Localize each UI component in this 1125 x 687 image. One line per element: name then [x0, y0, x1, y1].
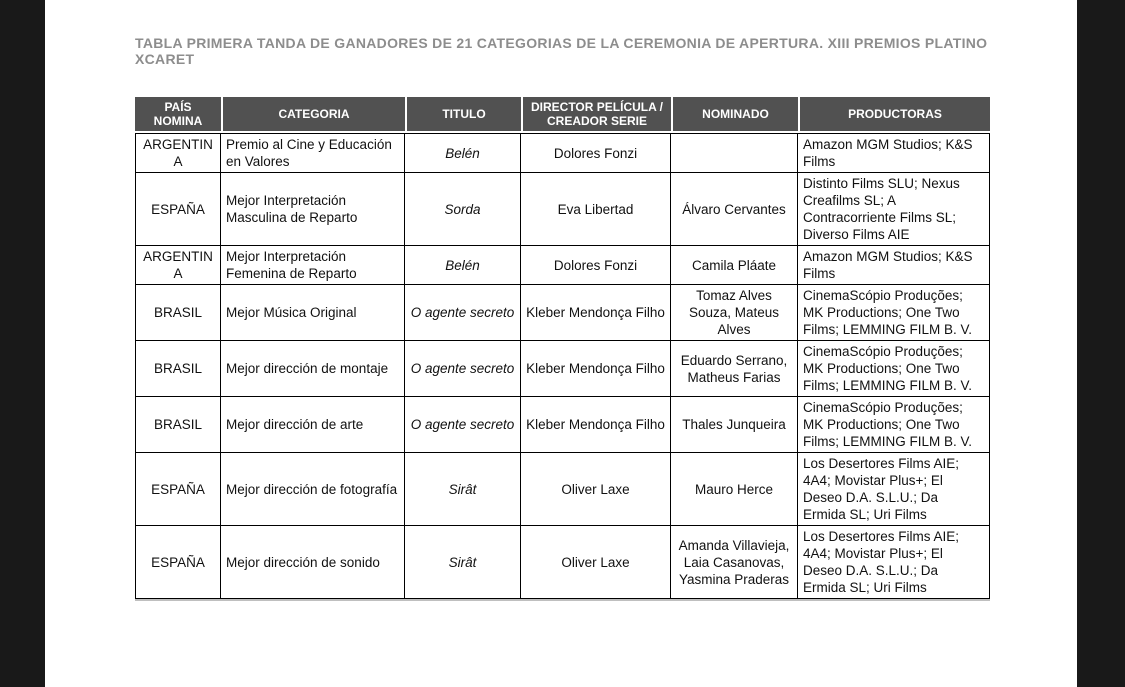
cell-categoria: Mejor Música Original: [221, 285, 405, 341]
cell-productoras: CinemaScópio Produções; MK Productions; One Two Films; LEMMING FILM B. V.: [798, 397, 990, 453]
column-header-nominado: NOMINADO: [671, 97, 798, 133]
cell-nominado: Camila Pláate: [671, 246, 798, 285]
table-row: [135, 173, 990, 246]
cell-titulo: Belén: [405, 246, 521, 285]
cell-nominado: Álvaro Cervantes: [671, 173, 798, 246]
cell-titulo: Sorda: [405, 173, 521, 246]
cell-titulo: Sirât: [405, 453, 521, 526]
cell-categoria: Mejor Interpretación Masculina de Reparto: [221, 173, 405, 246]
document-canvas: [45, 0, 1077, 687]
winners-table: [135, 97, 990, 599]
column-header-titulo: TITULO: [405, 97, 521, 133]
table-row: [135, 526, 990, 599]
cell-categoria: Mejor dirección de arte: [221, 397, 405, 453]
cell-productoras: CinemaScópio Produções; MK Productions; One Two Films; LEMMING FILM B. V.: [798, 341, 990, 397]
cell-pais: BRASIL: [135, 397, 221, 453]
cell-titulo: O agente secreto: [405, 397, 521, 453]
header-row: [135, 97, 990, 133]
cell-pais: ESPAÑA: [135, 173, 221, 246]
cell-director: Eva Libertad: [521, 173, 671, 246]
cell-productoras: CinemaScópio Produções; MK Productions; One Two Films; LEMMING FILM B. V.: [798, 285, 990, 341]
cell-titulo: Belén: [405, 133, 521, 173]
cell-director: Kleber Mendonça Filho: [521, 341, 671, 397]
table-head: [135, 97, 990, 133]
cell-pais: ARGENTINA: [135, 246, 221, 285]
table-row: [135, 133, 990, 173]
cell-productoras: Los Desertores Films AIE; 4A4; Movistar Plus+; El Deseo D.A. S.L.U.; Da Ermida SL; Uri Films: [798, 526, 990, 599]
cell-productoras: Amazon MGM Studios; K&S Films: [798, 246, 990, 285]
table-row: [135, 246, 990, 285]
column-header-director: DIRECTOR PELÍCULA / CREADOR SERIE: [521, 97, 671, 133]
table-row: [135, 341, 990, 397]
cell-titulo: Sirât: [405, 526, 521, 599]
cell-titulo: O agente secreto: [405, 341, 521, 397]
cell-pais: ESPAÑA: [135, 453, 221, 526]
cell-nominado: Eduardo Serrano, Matheus Farias: [671, 341, 798, 397]
cell-productoras: Amazon MGM Studios; K&S Films: [798, 133, 990, 173]
cell-pais: ARGENTINA: [135, 133, 221, 173]
column-header-productoras: PRODUCTORAS: [798, 97, 990, 133]
cell-nominado: [671, 133, 798, 173]
page-title: TABLA PRIMERA TANDA DE GANADORES DE 21 CATEGORIAS DE LA CEREMONIA DE APERTURA. XIII PREMIOS PLATINO XCARET: [135, 35, 988, 67]
table-row: [135, 285, 990, 341]
cell-categoria: Mejor dirección de sonido: [221, 526, 405, 599]
table-row: [135, 453, 990, 526]
cell-categoria: Mejor Interpretación Femenina de Reparto: [221, 246, 405, 285]
table-row: [135, 397, 990, 453]
cell-categoria: Mejor dirección de montaje: [221, 341, 405, 397]
cell-director: Oliver Laxe: [521, 453, 671, 526]
cell-pais: BRASIL: [135, 285, 221, 341]
table-body: [135, 133, 990, 599]
cell-nominado: Tomaz Alves Souza, Mateus Alves: [671, 285, 798, 341]
cell-productoras: Distinto Films SLU; Nexus Creafilms SL; A Contracorriente Films SL; Diverso Films AIE: [798, 173, 990, 246]
cell-pais: BRASIL: [135, 341, 221, 397]
cell-director: Dolores Fonzi: [521, 246, 671, 285]
cell-nominado: Amanda Villavieja, Laia Casanovas, Yasmina Praderas: [671, 526, 798, 599]
cell-director: Dolores Fonzi: [521, 133, 671, 173]
cell-nominado: Mauro Herce: [671, 453, 798, 526]
cell-director: Oliver Laxe: [521, 526, 671, 599]
cell-productoras: Los Desertores Films AIE; 4A4; Movistar Plus+; El Deseo D.A. S.L.U.; Da Ermida SL; Uri Films: [798, 453, 990, 526]
column-header-pais: PAÍS NOMINA: [135, 97, 221, 133]
column-header-categoria: CATEGORIA: [221, 97, 405, 133]
cell-titulo: O agente secreto: [405, 285, 521, 341]
cell-pais: ESPAÑA: [135, 526, 221, 599]
cell-categoria: Mejor dirección de fotografía: [221, 453, 405, 526]
cell-categoria: Premio al Cine y Educación en Valores: [221, 133, 405, 173]
cell-director: Kleber Mendonça Filho: [521, 285, 671, 341]
cell-director: Kleber Mendonça Filho: [521, 397, 671, 453]
cell-nominado: Thales Junqueira: [671, 397, 798, 453]
